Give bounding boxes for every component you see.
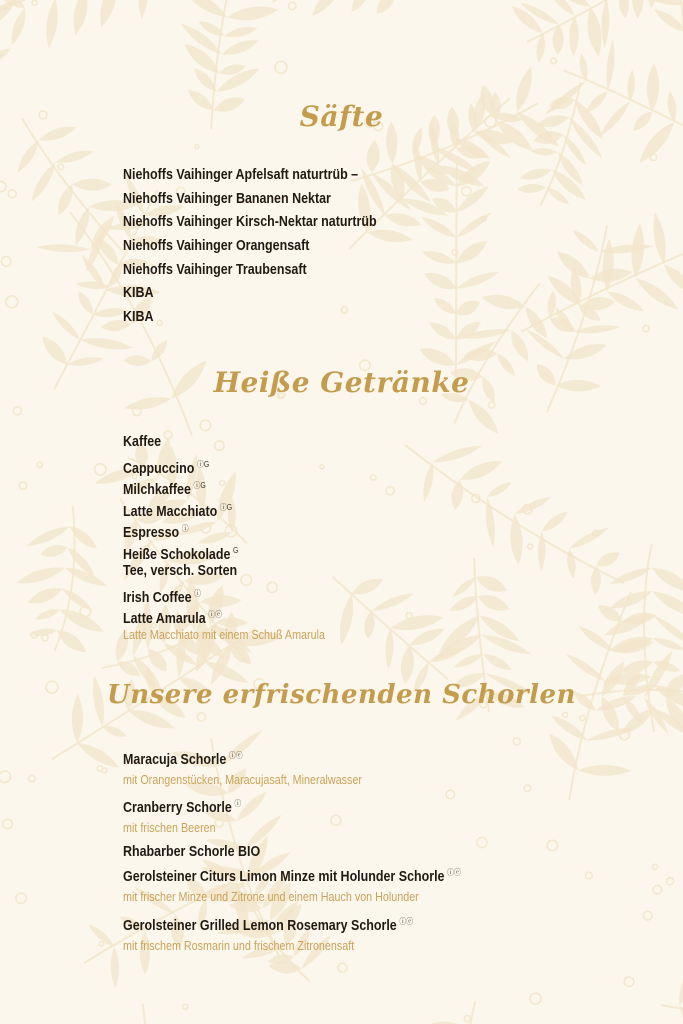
allergen-marker: ⓘ <box>194 588 202 598</box>
item-name: Niehoffs Vaihinger Orangensaft <box>123 238 310 255</box>
menu-item <box>123 211 643 235</box>
allergen-marker: ⓘⓔ <box>447 868 461 877</box>
item-name: KIBA <box>123 309 154 326</box>
item-name: Gerolsteiner Grilled Lemon Rosemary Schorle <box>123 917 397 934</box>
item-name: Irish Coffee <box>123 589 192 606</box>
section-title-spritzers: Unsere erfrischenden Schorlen <box>107 680 576 710</box>
item-name: Milchkaffee <box>123 481 191 498</box>
item-description: mit frischen Beeren <box>123 820 216 835</box>
menu-item <box>123 540 643 562</box>
allergen-marker: ⓘ <box>234 799 242 808</box>
allergen-marker: ⓘ <box>181 524 189 533</box>
item-description: mit Orangenstücken, Maracujasaft, Mineralwasser <box>123 772 362 787</box>
item-name: Gerolsteiner Citurs Limon Minze mit Holunder Schorle <box>123 868 445 885</box>
menu-item <box>123 188 643 212</box>
menu-item <box>123 604 643 626</box>
item-name: Niehoffs Vaihinger Kirsch-Nektar naturtrüb <box>123 214 377 231</box>
allergen-marker: ⓘG <box>196 459 210 469</box>
hot-drinks-list <box>123 432 643 644</box>
item-name: Kaffee <box>123 434 162 450</box>
section-title-juices: Säfte <box>299 100 384 133</box>
menu-item <box>123 454 643 476</box>
item-name: Tee, versch. Sorten <box>123 563 238 579</box>
item-name: Cappuccino <box>123 460 195 477</box>
item-description: Latte Macchiato mit einem Schuß Amarula <box>123 627 325 642</box>
allergen-marker: G <box>232 545 239 555</box>
item-name: Cranberry Schorle <box>123 799 232 816</box>
menu-item <box>123 164 643 188</box>
item-name: Rhabarber Schorle BIO <box>123 844 261 860</box>
item-name: Niehoffs Vaihinger Apfelsaft naturtrüb – <box>123 167 359 183</box>
allergen-marker: ⓘG <box>219 502 233 512</box>
menu-item <box>123 306 643 330</box>
item-description: mit frischer Minze und Zitrone und einem Hauch von Holunder <box>123 889 419 904</box>
item-name: Heiße Schokolade <box>123 546 231 563</box>
menu-item <box>123 793 261 837</box>
item-name: Maracuja Schorle <box>123 751 227 768</box>
item-name: Latte Macchiato <box>123 503 218 520</box>
item-name: Niehoffs Vaihinger Traubensaft <box>123 261 307 278</box>
menu-item-description <box>123 626 643 644</box>
allergen-marker: ⓘⓔ <box>228 751 243 760</box>
menu-item <box>123 583 643 605</box>
menu-item <box>123 497 643 519</box>
section-title-hot-drinks: Heiße Getränke <box>213 366 470 399</box>
allergen-marker: ⓘG <box>193 481 206 490</box>
menu-item <box>123 561 643 583</box>
menu-item <box>123 862 516 906</box>
menu-item <box>123 432 643 454</box>
menu-item <box>123 841 283 863</box>
menu-item <box>123 235 643 259</box>
allergen-marker: ⓘⓔ <box>399 917 414 926</box>
menu-item <box>123 475 643 497</box>
menu-item <box>123 282 643 306</box>
item-name: KIBA <box>123 285 154 302</box>
menu-item <box>123 518 643 540</box>
menu-item <box>123 911 460 955</box>
menu-item <box>123 259 643 283</box>
item-name: Niehoffs Vaihinger Bananen Nektar <box>123 190 331 207</box>
item-name: Latte Amarula <box>123 610 206 627</box>
allergen-marker: ⓘⓔ <box>208 610 223 619</box>
menu-item <box>123 745 401 789</box>
item-name: Espresso <box>123 524 180 541</box>
item-description: mit frischem Rosmarin und frischem Zitronensaft <box>123 938 355 953</box>
juices-list <box>123 164 643 330</box>
